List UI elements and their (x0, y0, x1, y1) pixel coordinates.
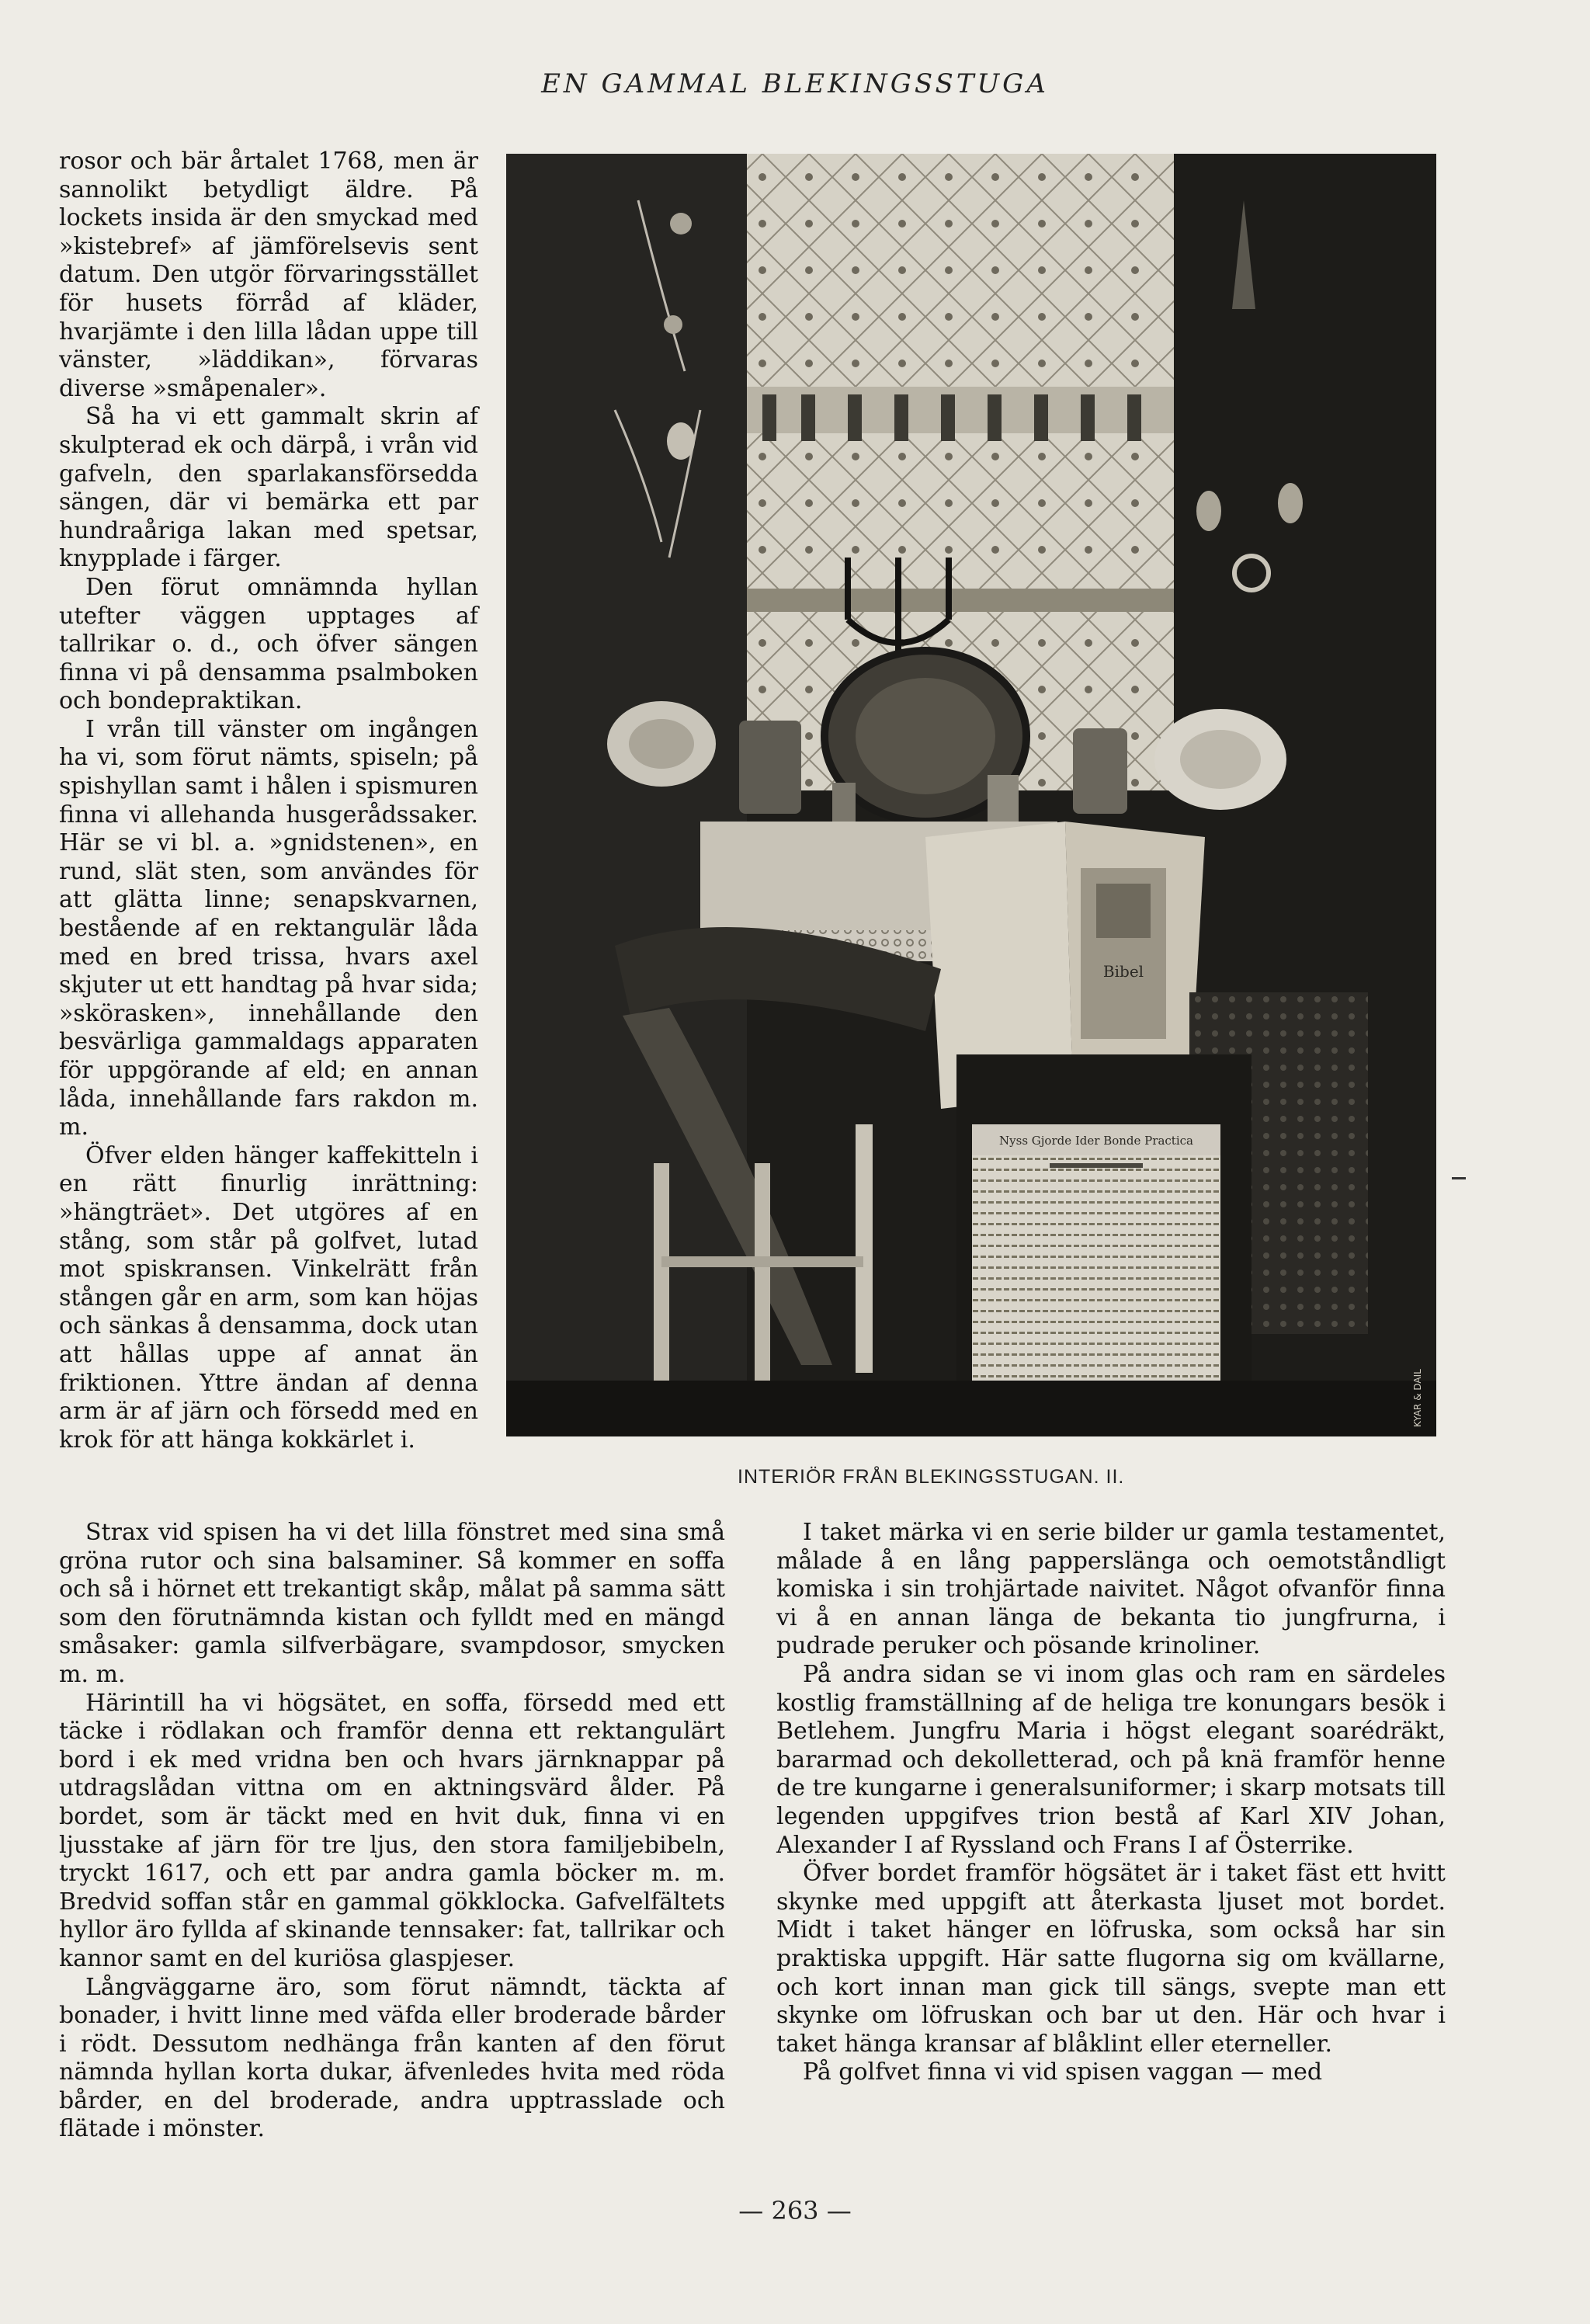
interior-photograph (506, 154, 1436, 1436)
bible-title: Bibel (1102, 962, 1144, 981)
paragraph: Strax vid spisen ha vi det lilla fönstret med sina små gröna rutor och sina balsaminer. Så kommer en soffa och så i hörnet ett trekantigt skåp, målat på samma sätt som den förutnämnda kistan och fylldt med en mängd småsaker: gamla silfverbägare, svampdosor, smycken m. m. (59, 1519, 725, 1688)
photograph-illustration (506, 154, 1436, 1436)
running-title: EN GAMMAL BLEKINGSSTUGA (541, 68, 1049, 99)
paragraph: Öfver elden hänger kaffekitteln i en rätt finurlig inrättning: »hängträet». Det utgöres af en stång, som står på golfvet, lutad mot spiskransen. Vinkelrätt från stången går en arm, som kan höjas och sänkas å densamma, dock utan att hållas uppe af annat än friktionen. Yttre ändan af denna arm är af järn och försedd med en krok för att hänga kokkärlet i. (59, 1141, 478, 1454)
paragraph: I taket märka vi en serie bilder ur gamla testamentet, målade å en lång papperslänga och oemotståndligt komiska i sin trohjärtade naivitet. Något ofvanför finna vi å en annan länga de bekanta tio jungfrurna, i pudrade peruker och pösande krinoliner. (776, 1519, 1446, 1660)
paragraph: I vrån till vänster om ingången ha vi, som förut nämts, spiseln; på spishyllan samt i hålen i spismuren finna vi allehanda husgerådssaker. Här se vi bl. a. »gnidstenen», en rund, slät sten, som användes för att glätta linne; senapskvarnen, bestående af en rektangulär låda med en bred trissa, hvars axel skjuter ut ett handtag på hvar sida; »skörasken», innehållande den besvärliga gammaldags apparaten för uppgörande af eld; en annan låda, innehållande fars rakdon m. m. (59, 715, 478, 1141)
page-number: — 263 — (738, 2196, 852, 2225)
figure-caption: INTERIÖR FRÅN BLEKINGSSTUGAN. II. (738, 1466, 1125, 1488)
margin-mark (1452, 1177, 1466, 1179)
text-column-left-top (59, 148, 478, 1454)
paragraph: Öfver bordet framför högsätet är i taket fäst ett hvitt skynke med uppgift att återkasta ljuset mot bordet. Midt i taket hänger en löfruska, som också har sin praktiska uppgift. Här satte flugorna sig om kvällarne, och kort innan man gick till sängs, svepte man ett skynke om löfruskan och bar ut den. Här och hvar i taket hänga kransar af blåklint eller eterneller. (776, 1860, 1446, 2058)
paragraph: Den förut omnämnda hyllan utefter väggen upptages af tallrikar o. d., och öfver sängen finna vi på densamma psalmboken och bondepraktikan. (59, 573, 478, 715)
text-column-bottom-right (776, 1519, 1446, 2087)
text-column-bottom-left (59, 1519, 725, 2144)
almanac-sheet (972, 1124, 1220, 1381)
paragraph: Härintill ha vi högsätet, en soffa, försedd med ett täcke i rödlakan och framför denna ett rektangulärt bord i ek med vridna ben och hvars järnknappar på utdragslådan vittna om en aktningsvärd ålder. På bordet, som är täckt med en hvit duk, finna vi en ljusstake af järn för tre ljus, den stora familjebibeln, tryckt 1617, och ett par andra gamla böcker m. m. Bredvid soffan står en gammal gökklocka. Gafvelfältets hyllor äro fyllda af skinande tennsaker: fat, tallrikar och kannor samt en del kuriösa glaspjeser. (59, 1689, 725, 1972)
paragraph: På golfvet finna vi vid spisen vaggan — med (803, 2058, 1323, 2086)
almanac-heading: Nyss Gjorde Ider Bonde Practica (999, 1134, 1193, 1148)
paragraph: På andra sidan se vi inom glas och ram en särdeles kostlig framställning af de heliga tre konungars besök i Betlehem. Jungfru Maria i högst elegant soarédräkt, bararmad och dekolletterad, och på knä framför henne de tre kungarne i generalsuniformer; i skarp motsats till legenden uppgifves trion bestå af Karl XIV Johan, Alexander I af Ryssland och Frans I af Österrike. (776, 1660, 1446, 1859)
paragraph: Så ha vi ett gammalt skrin af skulpterad ek och därpå, i vrån vid gafveln, den sparlakansförsedda sängen, där vi bemärka ett par hundraåriga lakan med spetsar, knypplade i färger. (59, 403, 478, 573)
tankard (739, 721, 801, 814)
engraver-signature: KYAR & DAIL (1412, 1369, 1423, 1427)
paragraph: Långväggarne äro, som förut nämndt, täckta af bonader, i hvitt linne med väfda eller broderade bårder i rödt. Dessutom nedhänga från kanten af den förut nämnda hyllan korta dukar, äfvenledes hvita med röda bårder, en del broderade, andra upptrasslade och flätade i mönster. (59, 1973, 725, 2143)
paragraph: rosor och bär årtalet 1768, men är sannolikt betydligt äldre. På lockets insida är den smyckad med »kistebref» af jämförelsevis sent datum. Den utgör förvaringsstället för husets förråd af kläder, hvarjämte i den lilla lådan uppe till vänster, »läddikan», förvaras diverse »småpenaler». (59, 148, 478, 402)
